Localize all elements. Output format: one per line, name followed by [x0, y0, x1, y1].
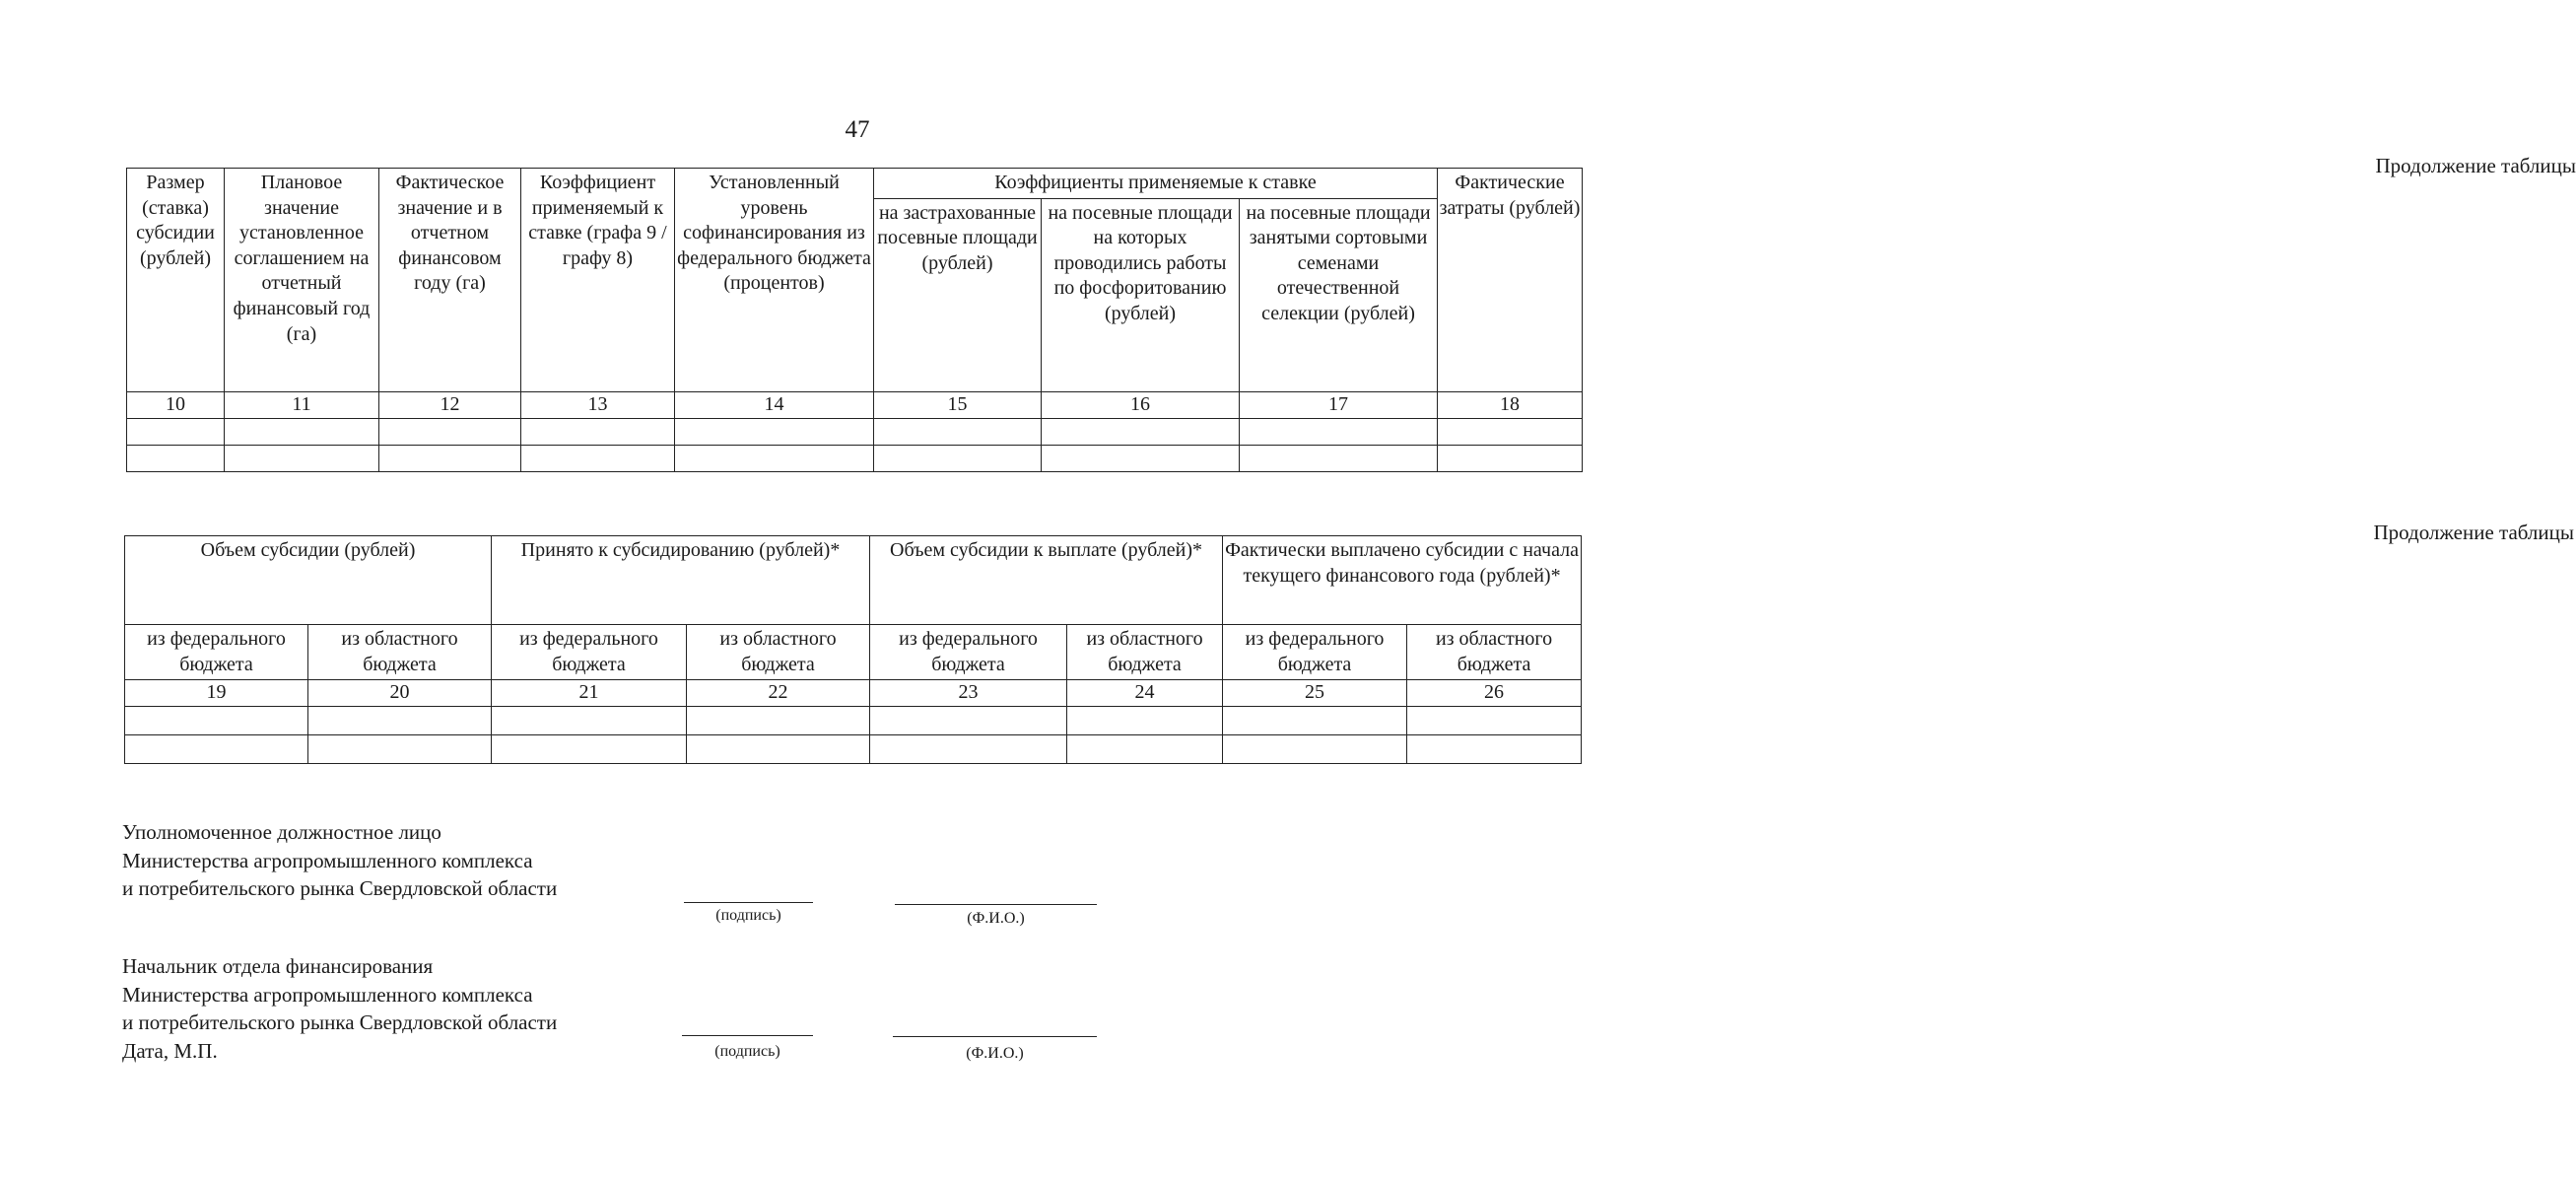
table-cell	[1240, 445, 1438, 471]
column-number: 14	[675, 391, 874, 418]
signature-line	[682, 1035, 813, 1036]
column-number: 26	[1407, 680, 1582, 707]
column-number: 10	[127, 391, 225, 418]
column-number: 22	[687, 680, 870, 707]
table-cell	[492, 707, 687, 735]
signature-title-line: Министерства агропромышленного комплекса	[122, 848, 533, 872]
table-cell	[125, 707, 308, 735]
header-coefficients-group: Коэффициенты применяемые к ставке	[874, 169, 1438, 199]
header-federal: из федерального бюджета	[125, 625, 308, 680]
header-rate-coefficient: Коэффициент применяемый к ставке (графа 9 / графу 8)	[521, 169, 675, 392]
header-paid: Фактически выплачено субсидии с начала текущего финансового года (рублей)*	[1223, 536, 1582, 625]
signature-caption: (подпись)	[714, 1043, 780, 1060]
column-number-row	[127, 391, 1583, 418]
table-cell	[1042, 418, 1240, 445]
header-accepted: Принято к субсидированию (рублей)*	[492, 536, 870, 625]
header-regional: из областного бюджета	[687, 625, 870, 680]
table-cell	[308, 707, 492, 735]
column-number: 15	[874, 391, 1042, 418]
table-cell	[1067, 707, 1223, 735]
table-cell	[870, 735, 1067, 764]
column-number: 12	[379, 391, 521, 418]
signature-title-line: и потребительского рынка Свердловской области	[122, 876, 558, 900]
table-cell	[1223, 735, 1407, 764]
name-line	[893, 1036, 1097, 1037]
signature-title-line: Уполномоченное должностное лицо	[122, 820, 441, 844]
table-cell	[1042, 445, 1240, 471]
table-cell	[521, 445, 675, 471]
signature-title-line: Министерства агропромышленного комплекса	[122, 982, 533, 1007]
column-number: 13	[521, 391, 675, 418]
table-cell	[687, 707, 870, 735]
continuation-label: Продолжение таблицы	[2373, 521, 2574, 544]
header-federal: из федерального бюджета	[1223, 625, 1407, 680]
header-phosphorite-areas: на посевные площади на которых проводились работы по фосфоритованию (рублей)	[1042, 198, 1240, 391]
header-regional: из областного бюджета	[1407, 625, 1582, 680]
table-cell	[687, 735, 870, 764]
column-number: 17	[1240, 391, 1438, 418]
table-cell	[1438, 445, 1583, 471]
table-cell	[1223, 707, 1407, 735]
table-subsidy-volume	[124, 535, 1582, 764]
header-federal: из федерального бюджета	[492, 625, 687, 680]
column-number: 18	[1438, 391, 1583, 418]
name-line	[895, 904, 1097, 905]
table-row	[125, 707, 1582, 735]
signature-block-finance-head	[122, 952, 557, 1065]
group-header-row	[125, 536, 1582, 625]
page-number: 47	[845, 116, 870, 143]
table-row	[127, 445, 1583, 471]
header-seed-areas: на посевные площади занятыми сортовыми семенами отечественной селекции (рублей)	[1240, 198, 1438, 391]
column-number: 23	[870, 680, 1067, 707]
continuation-label: Продолжение таблицы	[2375, 154, 2576, 177]
table-cell	[379, 445, 521, 471]
column-number: 11	[225, 391, 379, 418]
table-cell	[1407, 707, 1582, 735]
table-cell	[675, 418, 874, 445]
header-regional: из областного бюджета	[308, 625, 492, 680]
column-number: 25	[1223, 680, 1407, 707]
table-cell	[127, 445, 225, 471]
table-cell	[225, 445, 379, 471]
header-to-pay: Объем субсидии к выплате (рублей)*	[870, 536, 1223, 625]
header-federal: из федерального бюджета	[870, 625, 1067, 680]
header-actual-costs: Фактические затраты (рублей)	[1438, 169, 1583, 392]
signature-line	[684, 902, 813, 903]
table-cell	[225, 418, 379, 445]
column-number-row	[125, 680, 1582, 707]
column-number: 16	[1042, 391, 1240, 418]
table-cell	[521, 418, 675, 445]
header-cofinancing-level: Установленный уровень софинансирования из федерального бюджета (процентов)	[675, 169, 874, 392]
column-number: 24	[1067, 680, 1223, 707]
table-cell	[675, 445, 874, 471]
table-cell	[874, 445, 1042, 471]
header-row	[127, 169, 1583, 199]
table-cell	[127, 418, 225, 445]
column-number: 19	[125, 680, 308, 707]
table-cell	[1407, 735, 1582, 764]
header-insured-areas: на застрахованные посевные площади (рублей)	[874, 198, 1042, 391]
table-cell	[1438, 418, 1583, 445]
signature-block-authorized-official	[122, 818, 557, 903]
table-cell	[1240, 418, 1438, 445]
column-number: 20	[308, 680, 492, 707]
header-actual-value: Фактическое значение и в отчетном финансовом году (га)	[379, 169, 521, 392]
signature-caption: (подпись)	[715, 907, 781, 924]
table-cell	[492, 735, 687, 764]
table-coefficients	[126, 168, 1583, 472]
date-stamp-label: Дата, М.П.	[122, 1038, 218, 1063]
table-cell	[874, 418, 1042, 445]
header-regional: из областного бюджета	[1067, 625, 1223, 680]
table-row	[127, 418, 1583, 445]
signature-title-line: и потребительского рынка Свердловской области	[122, 1010, 558, 1034]
table-cell	[379, 418, 521, 445]
name-caption: (Ф.И.О.)	[967, 910, 1025, 927]
table-cell	[125, 735, 308, 764]
column-number: 21	[492, 680, 687, 707]
signature-title-line: Начальник отдела финансирования	[122, 954, 434, 978]
header-planned-value: Плановое значение установленное соглашением на отчетный финансовый год (га)	[225, 169, 379, 392]
table-cell	[1067, 735, 1223, 764]
table-row	[125, 735, 1582, 764]
sub-header-row	[125, 625, 1582, 680]
header-rate: Размер (ставка) субсидии (рублей)	[127, 169, 225, 392]
table-cell	[308, 735, 492, 764]
table-cell	[870, 707, 1067, 735]
header-subsidy-volume: Объем субсидии (рублей)	[125, 536, 492, 625]
name-caption: (Ф.И.О.)	[966, 1045, 1024, 1062]
